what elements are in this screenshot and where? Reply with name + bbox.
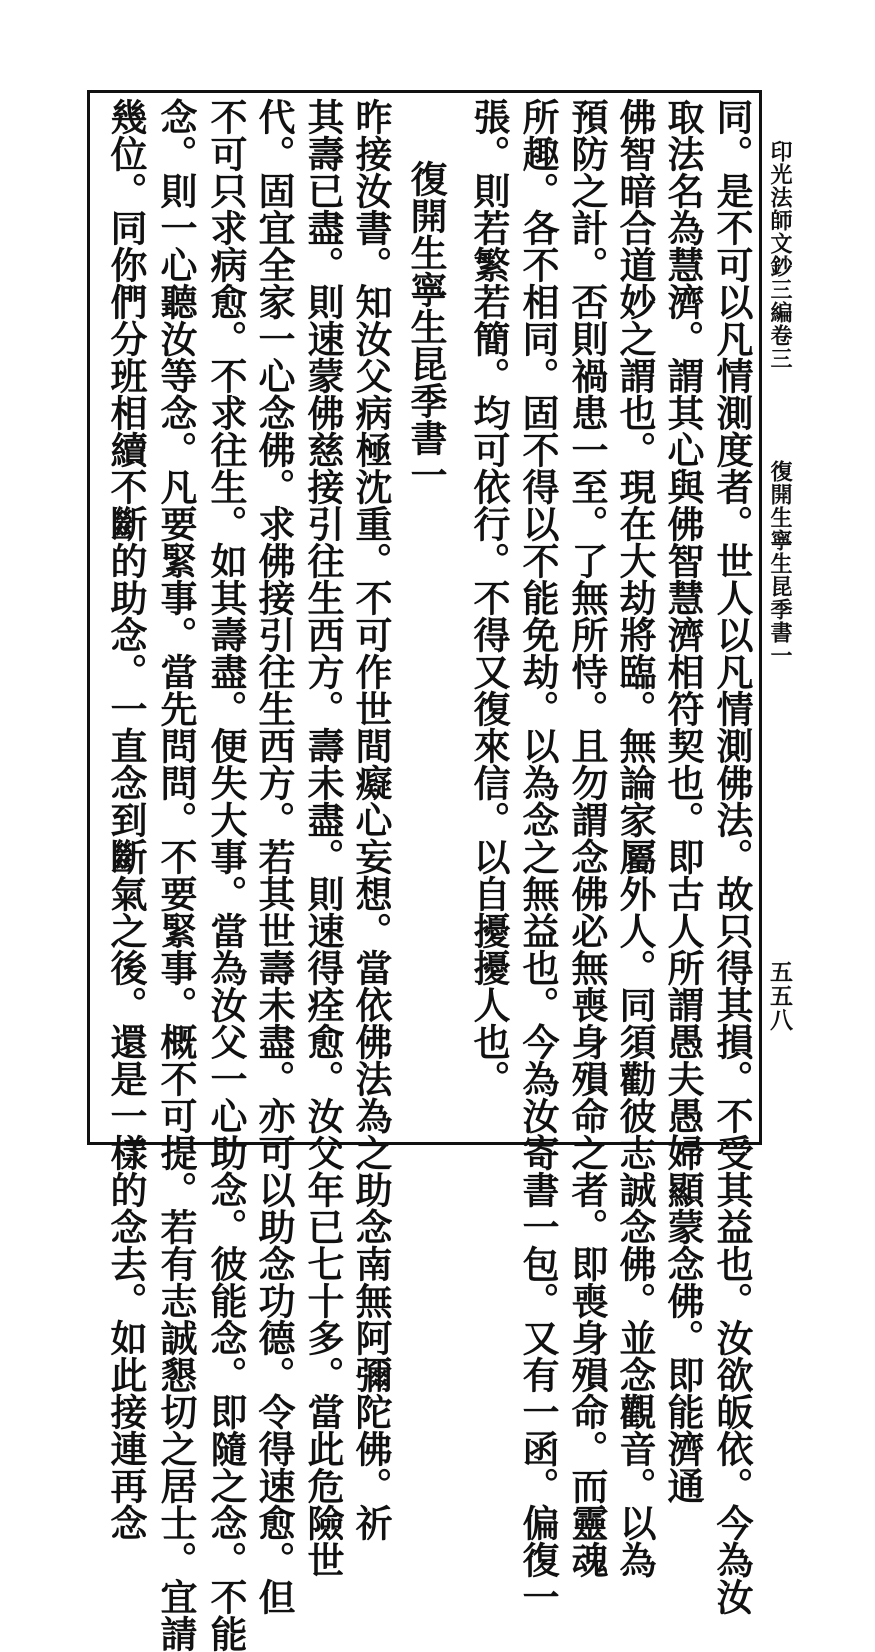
text-column-12: 念。則一心聽汝等念。凡要緊事。當先問問。不要緊事。概不可提。若有志誠懇切之居士。宜請 [154,98,198,1652]
text-column-13: 幾位。同你們分班相續不斷的助念。一直念到斷氣之後。還是一樣的念去。如此接連再念 [104,98,148,1541]
margin-book-title: 印光法師文鈔三編卷三 [767,140,793,370]
page-frame-left [87,90,90,1145]
margin-section-title: 復開生寧生昆季書一 [767,460,793,667]
text-column-3: 佛智暗合道妙之謂也。現在大劫將臨。無論家屬外人。同須勸彼志誠念佛。並念觀音。以為 [613,98,657,1578]
text-column-6: 張。則若繁若簡。均可依行。不得又復來信。以自擾擾人也。 [467,98,511,1097]
text-column-10: 代。固宜全家一心念佛。求佛接引往生西方。若其世壽未盡。亦可以助念功德。令得速愈。但 [252,98,296,1615]
text-column-8: 昨接汝書。知汝父病極沈重。不可作世間癡心妄想。當依佛法為之助念南無阿彌陀佛。祈 [349,98,393,1541]
page-frame-right [759,90,762,1145]
page-number: 五五八 [766,960,793,1032]
page-frame-top [87,90,762,93]
text-column-9: 其壽已盡。則速蒙佛慈接引往生西方。壽未盡。則速得痊愈。汝父年已七十多。當此危險世 [301,98,345,1578]
text-column-2: 取法名為慧濟。謂其心與佛智慧濟相符契也。即古人所謂愚夫愚婦顯蒙念佛。即能濟通 [661,98,705,1504]
text-column-11: 不可只求病愈。不求往生。如其壽盡。便失大事。當為汝父一心助念。彼能念。即隨之念。不能 [204,98,248,1652]
text-column-4: 預防之計。否則禍患一至。了無所恃。且勿謂念佛必無喪身殞命之者。即喪身殞命。而靈魂 [565,98,609,1578]
letter-title: 復開生寧生昆季書一 [404,160,448,493]
text-column-5: 所趣。各不相同。固不得以不能免劫。以為念之無益也。今為汝寄書一包。又有一函。偏復一 [516,98,560,1615]
text-column-1: 同。是不可以凡情測度者。世人以凡情測佛法。故只得其損。不受其益也。汝欲皈依。今為汝 [710,98,754,1615]
